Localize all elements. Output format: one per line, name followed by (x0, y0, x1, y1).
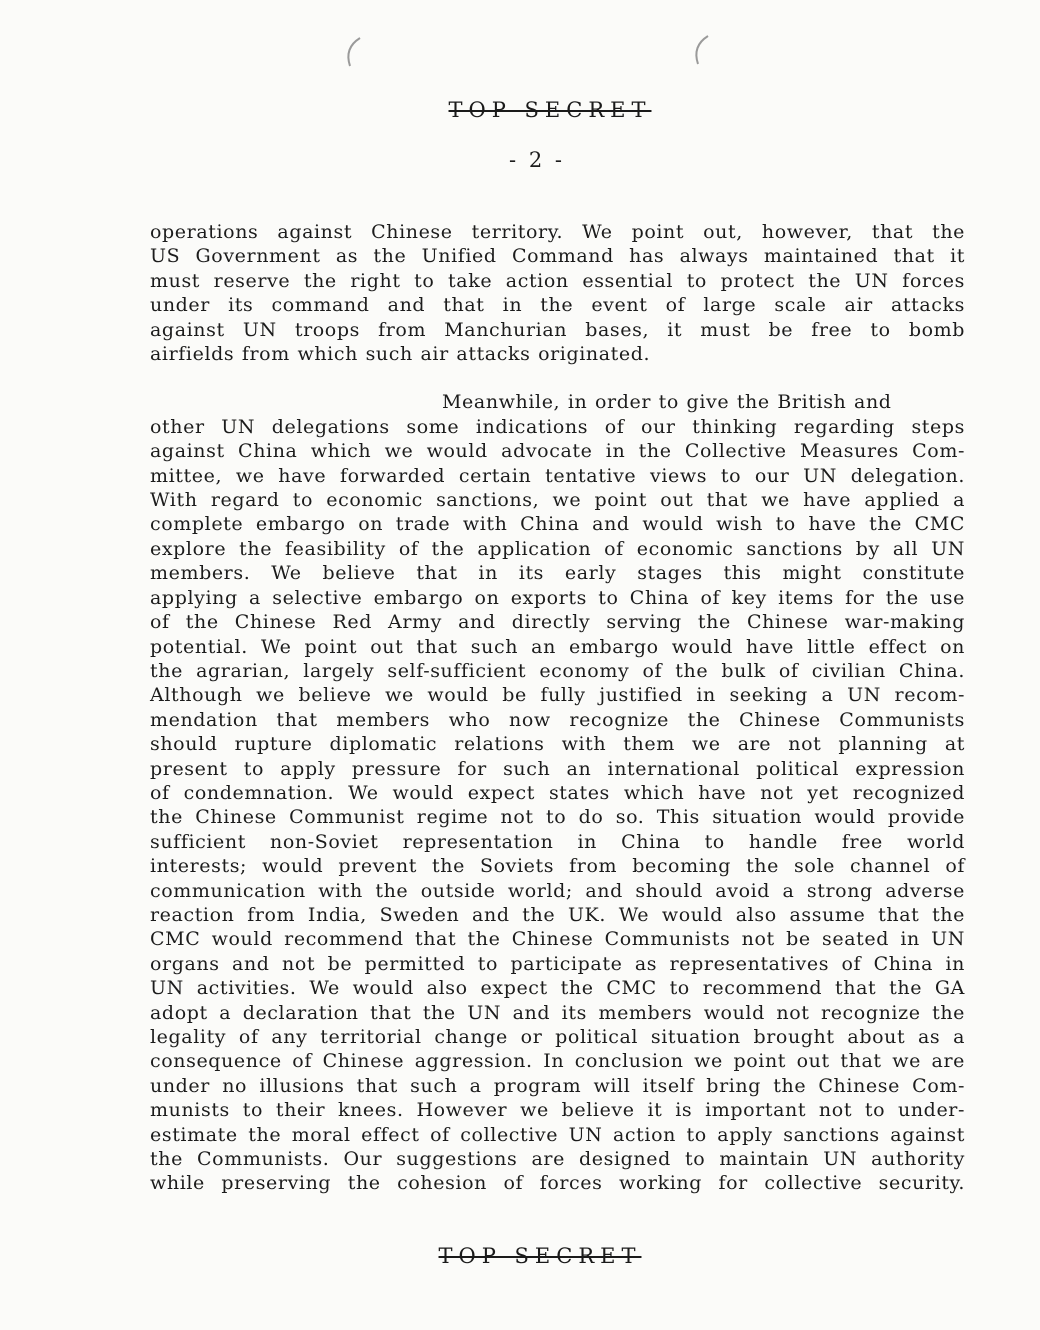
bottom-classification-marking: TOP SECRET (438, 1244, 642, 1268)
text-line: munists to their knees. However we believe it is important not to under- (150, 1099, 965, 1122)
text-line: airfields from which such air attacks originated. (150, 343, 651, 366)
top-classification-marking: TOP SECRET (448, 98, 652, 122)
text-line: interests; would prevent the Soviets from becoming the sole channel of (150, 855, 965, 878)
text-line: CMC would recommend that the Chinese Communists not be seated in UN (150, 928, 965, 951)
punch-hole-mark-left (348, 38, 360, 66)
text-line: under its command and that in the event of large scale air attacks (150, 294, 965, 317)
text-line: adopt a declaration that the UN and its members would not recognize the (150, 1001, 965, 1024)
text-line: complete embargo on trade with China and would wish to have the CMC (150, 513, 965, 536)
paragraph-1 (150, 220, 965, 366)
text-line: the Chinese Communist regime not to do so. This situation would provide (150, 806, 965, 829)
page-number: - 2 - (509, 148, 565, 172)
text-line: of the Chinese Red Army and directly serving the Chinese war-making (150, 611, 965, 634)
text-line: estimate the moral effect of collective UN action to apply sanctions against (150, 1123, 965, 1146)
text-line: against UN troops from Manchurian bases, it must be free to bomb (150, 318, 965, 341)
text-line: With regard to economic sanctions, we point out that we have applied a (150, 489, 965, 512)
text-line: UN activities. We would also expect the CMC to recommend that the GA (150, 977, 965, 1000)
document-body (150, 220, 965, 1196)
text-line: reaction from India, Sweden and the UK. We would also assume that the (150, 903, 965, 926)
text-line: while preserving the cohesion of forces working for collective security. (150, 1172, 965, 1195)
punch-hole-mark-right (696, 36, 708, 64)
text-line: applying a selective embargo on exports to China of key items for the use (150, 586, 965, 609)
text-line: present to apply pressure for such an international political expression (150, 757, 965, 780)
text-line: sufficient non-Soviet representation in China to handle free world (150, 830, 965, 853)
text-line: explore the feasibility of the application of economic sanctions by all UN (150, 537, 965, 560)
text-line: other UN delegations some indications of our thinking regarding steps (150, 415, 965, 438)
text-line: Although we believe we would be fully justified in seeking a UN recom- (150, 684, 965, 707)
text-line: legality of any territorial change or political situation brought about as a (150, 1026, 965, 1048)
text-line: should rupture diplomatic relations with them we are not planning at (150, 733, 965, 756)
text-line: organs and not be permitted to participate as representatives of China in (150, 952, 965, 975)
text-line: potential. We point out that such an embargo would have little effect on (150, 635, 965, 658)
text-line: consequence of Chinese aggression. In conclusion we point out that we are (150, 1050, 965, 1073)
text-line: mittee, we have forwarded certain tentative views to our UN delegation. (150, 464, 965, 487)
text-line: members. We believe that in its early stages this might constitute (150, 562, 965, 585)
text-line: against China which we would advocate in the Collective Measures Com- (150, 440, 965, 463)
paragraph-gap (150, 366, 965, 390)
text-line: US Government as the Unified Command has always maintained that it (150, 245, 965, 268)
text-line: the agrarian, largely self-sufficient economy of the bulk of civilian China. (150, 659, 965, 682)
text-line: operations against Chinese territory. We point out, however, that the (150, 221, 965, 243)
text-line: must reserve the right to take action essential to protect the UN forces (150, 269, 965, 292)
paragraph-2 (150, 390, 965, 1195)
text-line: mendation that members who now recognize the Chinese Communists (150, 708, 965, 731)
text-line: of condemnation. We would expect states which have not yet recognized (150, 781, 965, 804)
text-line: under no illusions that such a program will itself bring the Chinese Com- (150, 1074, 965, 1097)
text-line: the Communists. Our suggestions are designed to maintain UN authority (150, 1148, 965, 1171)
text-line: Meanwhile, in order to give the British and (442, 391, 892, 414)
text-line: communication with the outside world; and should avoid a strong adverse (150, 879, 965, 902)
